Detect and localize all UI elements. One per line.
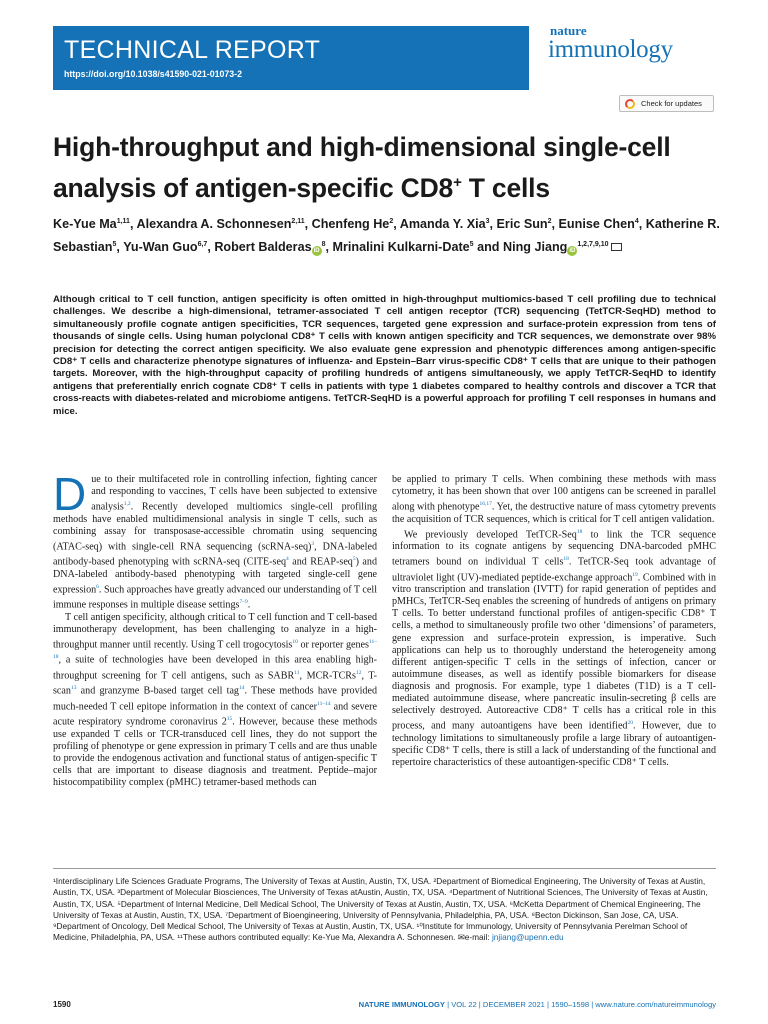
crossmark-icon: [625, 99, 635, 109]
body-column-left: [53, 468, 378, 789]
author-affiliation-sup: 1,11: [116, 218, 130, 225]
citation-ref[interactable]: 18: [563, 556, 569, 563]
author-name[interactable]: Chenfeng He: [311, 217, 390, 232]
email-icon[interactable]: [611, 243, 622, 251]
author-name[interactable]: Yu-Wan Guo: [123, 239, 198, 254]
author-affiliation-sup: 1,2,7,9,10: [577, 240, 609, 248]
footer-citation-text: | VOL 22 | DECEMBER 2021 | 1590–1598 | www.nature.com/natureimmunology: [445, 1000, 716, 1009]
affiliations: [53, 876, 716, 944]
citation-ref[interactable]: 7–9: [239, 599, 248, 606]
citation-ref[interactable]: 4: [286, 556, 289, 563]
affiliations-text: ¹Interdisciplinary Life Sciences Graduate Programs, The University of Texas at Austin, Austin, TX, USA. ²Department of Biomedical Engineering, The University of Texas at Austin, Austin, TX, USA. ³Department of Molecular Biosciences, The University of Texas atAustin, Austin, TX, USA. ⁴Department of Nutritional Sciences, The University of Texas at Austin, Austin, TX, USA. ⁵Department of Internal Medicine, Dell Medical School, The University of Texas at Austin, Austin, TX, USA. ⁶McKetta Department of Chemical Engineering, The University of Texas at Austin, Austin, TX, USA. ⁷Department of Bioengineering, University of Pennsylvania, Philadelphia, PA, USA. ⁸Becton Dickinson, San Jose, CA, USA. ⁹Department of Oncology, Dell Medical School, The University of Texas at Austin, Austin, TX, USA. ¹⁰Institute for Immunology, University of Pennsylvania Perelman School of Medicine, Philadelphia, PA, USA. ¹¹These authors contributed equally: Ke-Yue Ma, Alexandra A. Schonnesen.: [53, 876, 708, 943]
author-affiliation-sup: 5: [469, 240, 474, 248]
orcid-icon[interactable]: iD: [313, 247, 320, 254]
author-affiliation-sup: 5: [112, 240, 117, 248]
check-for-updates-label: Check for updates: [641, 99, 702, 108]
citation-ref[interactable]: 6: [96, 583, 99, 590]
author-name[interactable]: Alexandra A. Schonnesen: [136, 217, 292, 232]
section-label: TECHNICAL REPORT: [64, 36, 321, 64]
drop-cap: D: [53, 468, 87, 520]
body-paragraph: be applied to primary T cells. When combining these methods with mass cytometry, it has been shown that over 100 antigens can be screened in parallel along with phenotype$^{16,17}$. Yet, the destructive nature of mass cytometry prevents the acquisition of TCR sequences, which is critical for T cell antigen validation.: [392, 474, 716, 525]
journal-logo-line1: nature: [550, 23, 587, 38]
journal-logo[interactable]: [548, 24, 708, 62]
page-number: 1590: [53, 1000, 71, 1009]
title-tail: T cells: [461, 172, 550, 203]
author-name[interactable]: Robert Balderas: [214, 239, 312, 254]
paper-title: [53, 130, 733, 206]
citation-ref[interactable]: 16,17: [479, 501, 492, 508]
footer-citation: [359, 1000, 716, 1009]
citation-ref[interactable]: 12: [355, 669, 362, 676]
author-name[interactable]: Ke-Yue Ma: [53, 217, 117, 232]
abstract: Although critical to T cell function, antigen specificity is often omitted in high-throughput multiomics-based T cell profiling due to technical challenges. We describe a high-dimensional, tetramer-associated T cell antigen receptor (TCR) sequencing (TetTCR-SeqHD) method to simultaneously profile cognate antigen specificities, TCR sequences, targeted gene expression and surface-protein expression from tens of thousands of single cells. Using human polyclonal CD8⁺ T cells with known antigen specificity and TCR sequences, we demonstrate over 98% precision for detecting the correct antigen specificity. We also evaluate gene expression and phenotypic differences among antigen-specific CD8⁺ T cells and characterize phenotype signatures of influenza- and Epstein–Barr virus-specific CD8⁺ T cells that are unique to their pathogen targets. Moreover, with the high-throughput capacity of profiling hundreds of antigens simultaneously, we apply TetTCR-SeqHD to identify antigens that preferentially enrich cognate CD8⁺ T cells in patients with type 1 diabetes compared to healthy controls and discover a TCR that cross-reacts with diabetes-related and microbiome antigens. TetTCR-SeqHD is a powerful approach for profiling T cell responses in humans and mice.: [53, 294, 716, 417]
citation-ref[interactable]: 3: [311, 540, 315, 547]
author-list: Ke-Yue Ma$^{1,11}$, Alexandra A. Schonnesen$^{2,11}$, Chenfeng He$^2$, Amanda Y. Xia$^3$, Eric Sun$^2$, Eunise Chen$^4$, Katherine R. Sebastian$^5$, Yu-Wan Guo$^{6,7}$, Robert Balderas $iD^8$, Mrinalini Kulkarni-Date$^5$ and Ning Jiang iD$^{1,2,7,9,10}$: [53, 217, 720, 254]
citation-ref[interactable]: 11: [294, 669, 300, 676]
author-name[interactable]: Ning Jiang: [502, 239, 568, 254]
citation-ref[interactable]: 18: [576, 528, 583, 535]
author-affiliation-sup: 8: [321, 240, 326, 248]
email-link[interactable]: jnjiang@upenn.edu: [491, 932, 564, 943]
author-affiliation-sup: 3: [485, 218, 490, 225]
author-name[interactable]: Eric Sun: [496, 217, 548, 232]
author-affiliation-sup: 2,11: [291, 218, 305, 225]
citation-ref[interactable]: 1,2: [123, 501, 131, 508]
citation-ref[interactable]: 19: [632, 571, 638, 578]
citation-ref[interactable]: 15: [226, 716, 233, 723]
body-paragraph: We previously developed TetTCR-Seq$^{18}$ to link the TCR sequence information to its cognate antigens by sequencing DNA-barcoded pMHC tetramers bound on individual T cells$^{18}$. TetTCR-Seq took advantage of ultraviolet light (UV)-mediated peptide-exchange approach$^{19}$. Combined with in vitro transcription and translation (IVTT) for rapid generation of peptides and pMHCs, TetTCR-Seq enables the screening of hundreds of antigens on primary T cells. To better understand functional profiles of antigen-specific CD8⁺ T cells, a method to simultaneously profile two other ‘dimensions’ of parameters, gene expression and surface-protein expression, is imperative. Such applications can help us to thoroughly understand the heterogeneity among different antigen-specific T cells in the settings of infection, cancer or autoimmune diseases, as well as identify possible biomarkers for disease diagnosis and prognosis. For example, type 1 diabetes (T1D) is a T cell-mediated autoimmune disease, where pancreatic insulin-secreting β cells are selectively destroyed. Autoreactive CD8⁺ T cells has a critical role in this process, and many autoantigens have been identified$^{20}$. However, due to technology limitations to simultaneously profile a large library of autoantigen-specific CD8⁺ T cells, there is still a lack of understanding of the functional and repertoire characteristics of these autoantigen-specific CD8⁺ T cells.: [392, 528, 716, 768]
footnote-divider: [53, 868, 716, 869]
author-name[interactable]: Eunise Chen: [558, 217, 635, 232]
citation-ref[interactable]: 10: [292, 638, 298, 645]
section-banner: [53, 26, 529, 90]
doi-link[interactable]: https://doi.org/10.1038/s41590-021-01073-2: [64, 69, 242, 79]
body-paragraph: T cell antigen specificity, although critical to T cell function and T cell-based immunotherapy development, has been challenging to analyze in a high-throughput manner until recently. Using T cell trogocytosis$^{10}$ or reporter genes$^{11-18}$, a suite of technologies have been developed in this area enabling high-throughput screening for T cell antigens, such as SABR$^{11}$, MCR-TCRs$^{12}$, T-scan$^{13}$ and granzyme B-based target cell tag$^{14}$. These methods have provided much-needed T cell epitope information in the context of cancer$^{11-14}$ and severe acute respiratory syndrome coronavirus $2^{15}$. However, because these methods use expanded T cells or TCR-transduced cell lines, they do not support the profiling of phenotype or gene expression in primary T cells and are thus unable to provide the endogenous activation and functional status of antigen-specific T cells that are important to disease diagnosis and treatment. Peptide–major histocompatibility complex (pMHC) tetramer-based methods can: [53, 611, 378, 789]
author-name[interactable]: Katherine R. Sebastian: [53, 217, 720, 254]
citation-ref[interactable]: 20: [627, 720, 633, 727]
author-name[interactable]: Mrinalini Kulkarni-Date: [332, 239, 470, 254]
body-paragraph: Due to their multifaceted role in controlling infection, fighting cancer and responding to vaccines, T cells have been subjected to extensive analysis$^{1,2}$. Recently developed multiomics single-cell profiling methods have enabled multidimensional analysis in single T cells, such as combining assay for transposase-accessible chromatin using sequencing (ATAC-seq) with single-cell RNA sequencing (scRNA-seq)$^3$, DNA-labeled antibody-based phenotyping with scRNA-seq (CITE-seq$^4$ and REAP-seq$^5$) and DNA-labeled antibody-based phenotyping with targeted single-cell gene expression$^6$. Such approaches have greatly advanced our understanding of T cell immune responses in multiple disease settings$^{7-9}$.: [53, 468, 377, 611]
citation-ref[interactable]: 11–14: [317, 700, 331, 707]
title-sup: +: [453, 174, 462, 191]
author-joiner: and: [473, 239, 503, 254]
email-label: ✉e-mail:: [457, 932, 492, 943]
citation-ref[interactable]: 11–18: [53, 638, 378, 661]
author-affiliation-sup: 4: [634, 218, 639, 225]
citation-ref[interactable]: 13: [70, 685, 77, 692]
body-column-right: [392, 474, 716, 769]
orcid-icon[interactable]: iD: [569, 247, 576, 254]
citation-ref[interactable]: 14: [238, 685, 245, 692]
citation-ref[interactable]: 5: [352, 556, 356, 563]
author-affiliation-sup: 2: [547, 218, 552, 225]
author-name[interactable]: Amanda Y. Xia: [399, 217, 486, 232]
author-affiliation-sup: 2: [389, 218, 394, 225]
footer-journal: NATURE IMMUNOLOGY: [358, 1000, 445, 1009]
journal-logo-line2: immunology: [548, 36, 673, 63]
title-main: High-throughput and high-dimensional single-cell analysis of antigen-specific CD8: [53, 132, 671, 203]
author-affiliation-sup: 6,7: [197, 240, 208, 248]
check-for-updates-button[interactable]: [619, 95, 714, 112]
